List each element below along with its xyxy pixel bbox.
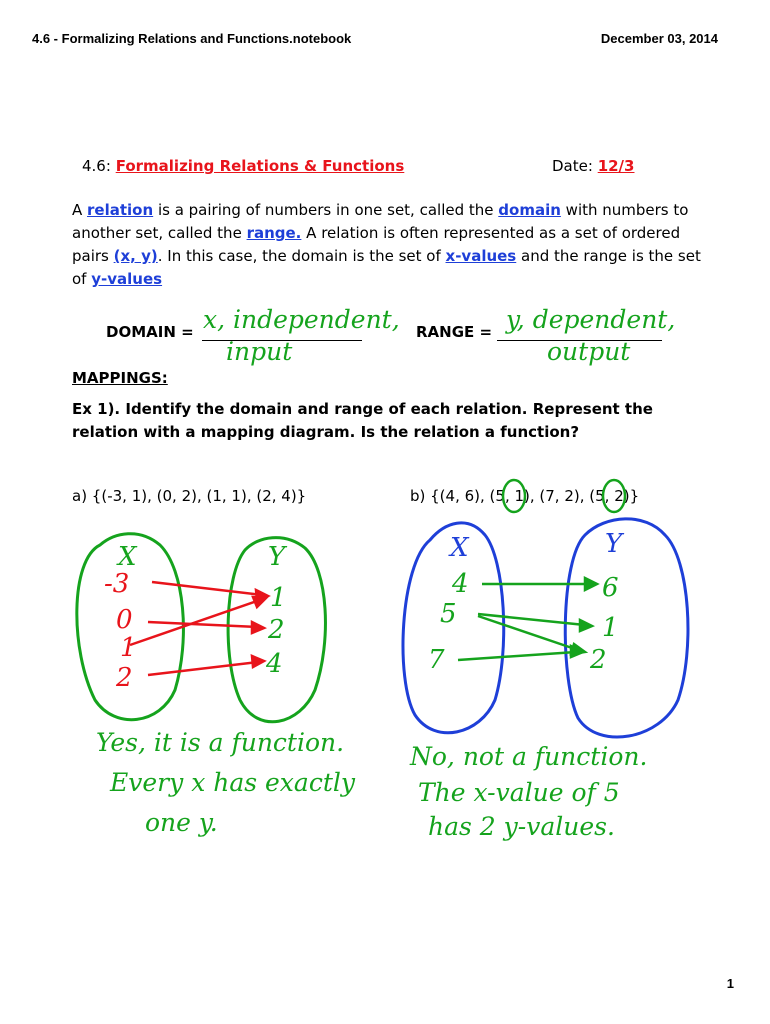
arrow-head	[252, 656, 264, 667]
title-number: 4.6:	[82, 157, 116, 175]
para-text: . In this case, the domain is the set of	[157, 247, 446, 265]
domain-value: 4	[452, 569, 469, 599]
domain-value: 5	[440, 599, 457, 629]
para-text: with numbers to another set, called the	[72, 201, 689, 242]
range-value: 1	[270, 583, 287, 613]
date-label: Date:	[552, 157, 598, 175]
notebook-date: December 03, 2014	[600, 31, 718, 46]
answer-b-line1: No, not a function.	[410, 742, 648, 771]
domain-value: 2	[116, 663, 133, 693]
page-number: 1	[726, 976, 734, 991]
term-xvalues: x-values	[445, 247, 517, 265]
range-value: 2	[268, 615, 285, 645]
domain-value: 0	[116, 605, 133, 635]
relation-b-label: b) {(4, 6), (5, 1), (7, 2), (5, 2)}	[410, 487, 640, 505]
term-relation: relation	[87, 201, 154, 219]
range-value: 4	[266, 649, 283, 679]
circle-annotation	[603, 480, 625, 512]
range-label: RANGE =	[416, 323, 493, 341]
arrow-head	[580, 620, 592, 631]
domain-value: 7	[428, 645, 445, 675]
range-values	[589, 573, 619, 675]
arrow-head	[571, 646, 583, 657]
domain-handwritten-2: input	[226, 337, 293, 366]
para-text: A	[72, 201, 88, 219]
range-handwritten-1: y, dependent,	[506, 305, 676, 334]
range-value: 1	[602, 613, 619, 643]
arrow-head	[585, 578, 597, 590]
range-header: Y	[268, 542, 286, 572]
circle-annotation	[503, 480, 525, 512]
range-handwritten-2: output	[547, 337, 631, 366]
mappings-heading: MAPPINGS:	[72, 369, 168, 387]
term-range: range.	[246, 224, 302, 242]
arrow-head	[252, 622, 264, 633]
answer-b-line3: has 2 y-values.	[428, 812, 615, 841]
term-yvalues: y-values	[91, 270, 163, 288]
answer-a-line3: one y.	[145, 808, 218, 837]
answer-a-line2: Every x has exactly	[110, 768, 355, 797]
arrow	[478, 614, 585, 625]
para-text: A relation is often represented as a set of ordered pairs	[72, 224, 681, 265]
range-value: 2	[590, 645, 607, 675]
domain-value: -3	[104, 569, 130, 599]
domain-handwritten-1: x, independent,	[203, 305, 400, 334]
domain-value: 1	[120, 633, 137, 663]
arrow-head	[253, 597, 266, 607]
term-pairs: (x, y)	[113, 247, 158, 265]
mapping-arrows	[458, 578, 597, 660]
domain-header: X	[118, 542, 137, 572]
arrow	[152, 582, 262, 595]
para-text: and the range is the set of	[72, 247, 701, 288]
mapping-diagram-b	[403, 519, 688, 737]
arrow	[478, 616, 578, 650]
answer-b-line2: The x-value of 5	[418, 778, 620, 807]
mapping-arrows	[130, 582, 268, 675]
term-domain: domain	[498, 201, 561, 219]
domain-values	[104, 569, 137, 693]
date-value: 12/3	[597, 157, 635, 175]
para-text: is a pairing of numbers in one set, called the	[153, 201, 499, 219]
notebook-filename: 4.6 - Formalizing Relations and Functions.notebook	[32, 31, 352, 46]
relation-a-label: a) {(-3, 1), (0, 2), (1, 1), (2, 4)}	[72, 487, 307, 505]
arrow	[148, 662, 258, 675]
arrow	[148, 622, 258, 627]
example-instructions: Ex 1). Identify the domain and range of each relation. Represent the relation with a mapping diagram. Is the relation a function?	[72, 400, 653, 441]
domain-header: X	[450, 533, 469, 563]
range-header: Y	[605, 529, 623, 559]
title-text: Formalizing Relations & Functions	[115, 157, 405, 175]
arrow	[458, 652, 576, 660]
range-value: 6	[602, 573, 619, 603]
domain-label: DOMAIN =	[106, 323, 194, 341]
mapping-diagram-a	[77, 534, 326, 722]
answer-a-line1: Yes, it is a function.	[96, 728, 345, 757]
